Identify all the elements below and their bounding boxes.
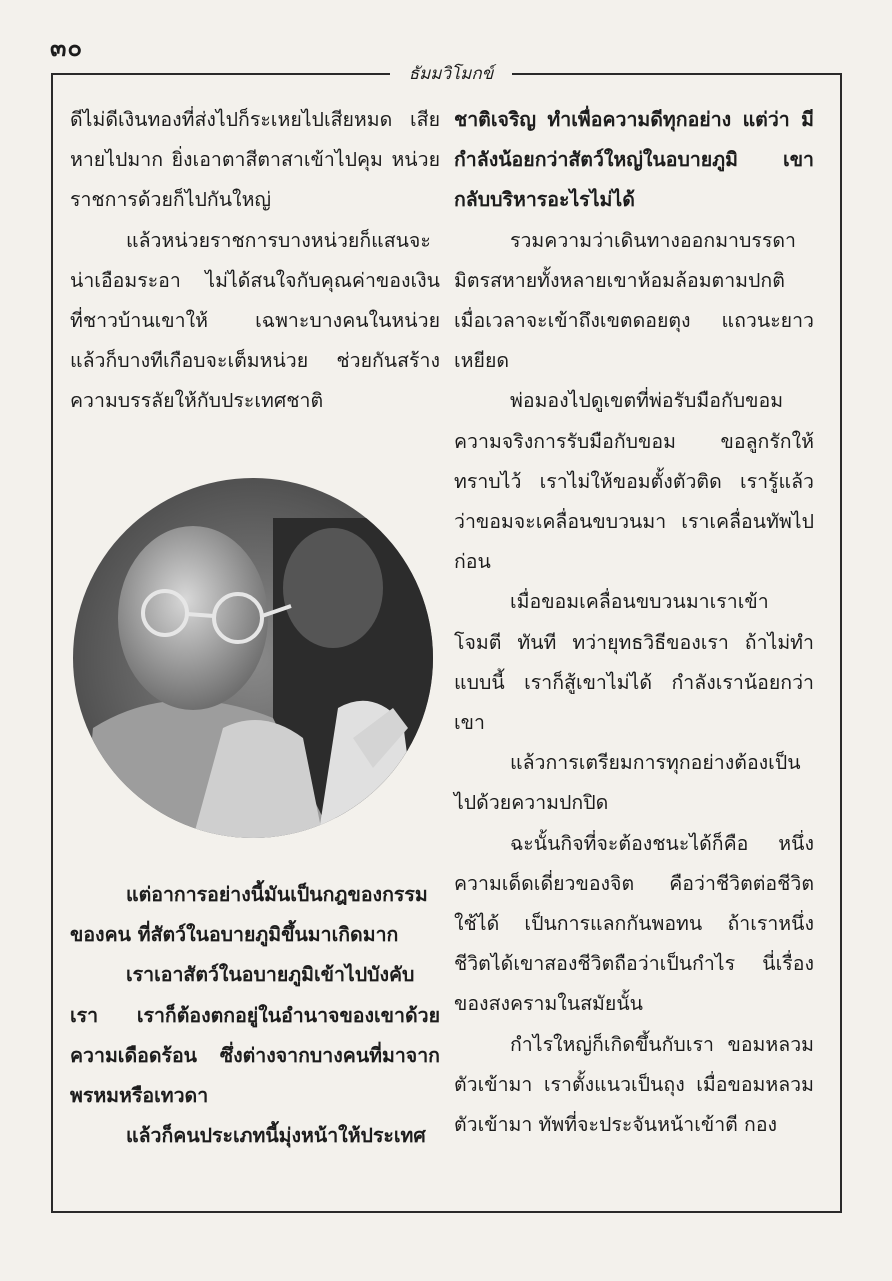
page-number: ๓๐ bbox=[50, 34, 84, 62]
paragraph: ชาติเจริญ ทำเพื่อความดีทุกอย่าง แต่ว่า มีกำลังน้อยกว่าสัตว์ใหญ่ในอบายภูมิ เขา กลับบริหารอะไรไม่ได้ bbox=[454, 108, 814, 212]
paragraph: แล้วก็คนประเภทนี้มุ่งหน้าให้ประเทศ bbox=[126, 1124, 426, 1148]
paragraph: กำไรใหญ่ก็เกิดขึ้นกับเรา ขอมหลวม ตัวเข้ามา เราตั้งแนวเป็นถุง เมื่อขอมหลวม ตัวเข้ามา ทัพที่จะประจันหน้าเข้าตี กอง bbox=[454, 1032, 814, 1137]
paragraph: ดีไม่ดีเงินทองที่ส่งไปก็ระเหยไปเสียหมด เสียหายไปมาก ยิ่งเอาตาสีตาสาเข้าไปคุม หน่วยราชการด้วยก็ไปกันใหญ่ bbox=[70, 108, 440, 212]
left-column-bottom bbox=[70, 875, 440, 1156]
paragraph: แล้วหน่วยราชการบางหน่วยก็แสนจะ น่าเอือมระอา ไม่ได้สนใจกับคุณค่าของเงิน ที่ชาวบ้านเขาให้ เฉพาะบางคนในหน่วย แล้วก็บางทีเกือบจะเต็มหน่วย ช่วยกันสร้าง ความบรรลัยให้กับประเทศชาติ bbox=[70, 228, 440, 413]
paragraph: พ่อมองไปดูเขตที่พ่อรับมือกับขอม ความจริงการรับมือกับขอม ขอลูกรักให้ ทราบไว้ เราไม่ให้ขอมตั้งตัวติด เรารู้แล้ว ว่าขอมจะเคลื่อนขบวนมา เราเคลื่อนทัพไป ก่อน bbox=[454, 389, 814, 574]
running-head: ธัมมวิโมกข์ bbox=[408, 64, 494, 84]
paragraph: รวมความว่าเดินทางออกมาบรรดา มิตรสหายทั้งหลายเขาห้อมล้อมตามปกติ เมื่อเวลาจะเข้าถึงเขตดอยตุง แถวนะยาว เหยียด bbox=[454, 228, 814, 373]
paragraph: เมื่อขอมเคลื่อนขบวนมาเราเข้าโจมตี ทันที ทว่ายุทธวิธีของเรา ถ้าไม่ทำแบบนี้ เราก็สู้เขาไม่ได้ กำลังเราน้อยกว่าเขา bbox=[454, 590, 814, 735]
paragraph: แต่อาการอย่างนี้มันเป็นกฎของกรรม ของคน ที่สัตว์ในอบายภูมิขึ้นมาเกิดมาก bbox=[70, 883, 428, 947]
monk-portrait-photo bbox=[73, 478, 433, 838]
left-column-top bbox=[70, 100, 440, 422]
paragraph: ฉะนั้นกิจที่จะต้องชนะได้ก็คือ หนึ่ง ความเด็ดเดี่ยวของจิต คือว่าชีวิตต่อชีวิต ใช้ได้ เป็นการแลกกันพอทน ถ้าเราหนึ่ง ชีวิตได้เขาสองชีวิตถือว่าเป็นกำไร นี่เรื่อง ของสงครามในสมัยนั้น bbox=[454, 831, 814, 1016]
right-column bbox=[454, 100, 814, 1145]
paragraph: เราเอาสัตว์ในอบายภูมิเข้าไปบังคับ เรา เราก็ต้องตกอยู่ในอำนาจของเขาด้วย ความเดือดร้อน ซึ่งต่างจากบางคนที่มาจาก พรหมหรือเทวดา bbox=[70, 963, 440, 1108]
paragraph: แล้วการเตรียมการทุกอย่างต้องเป็น ไปด้วยความปกปิด bbox=[454, 751, 801, 815]
